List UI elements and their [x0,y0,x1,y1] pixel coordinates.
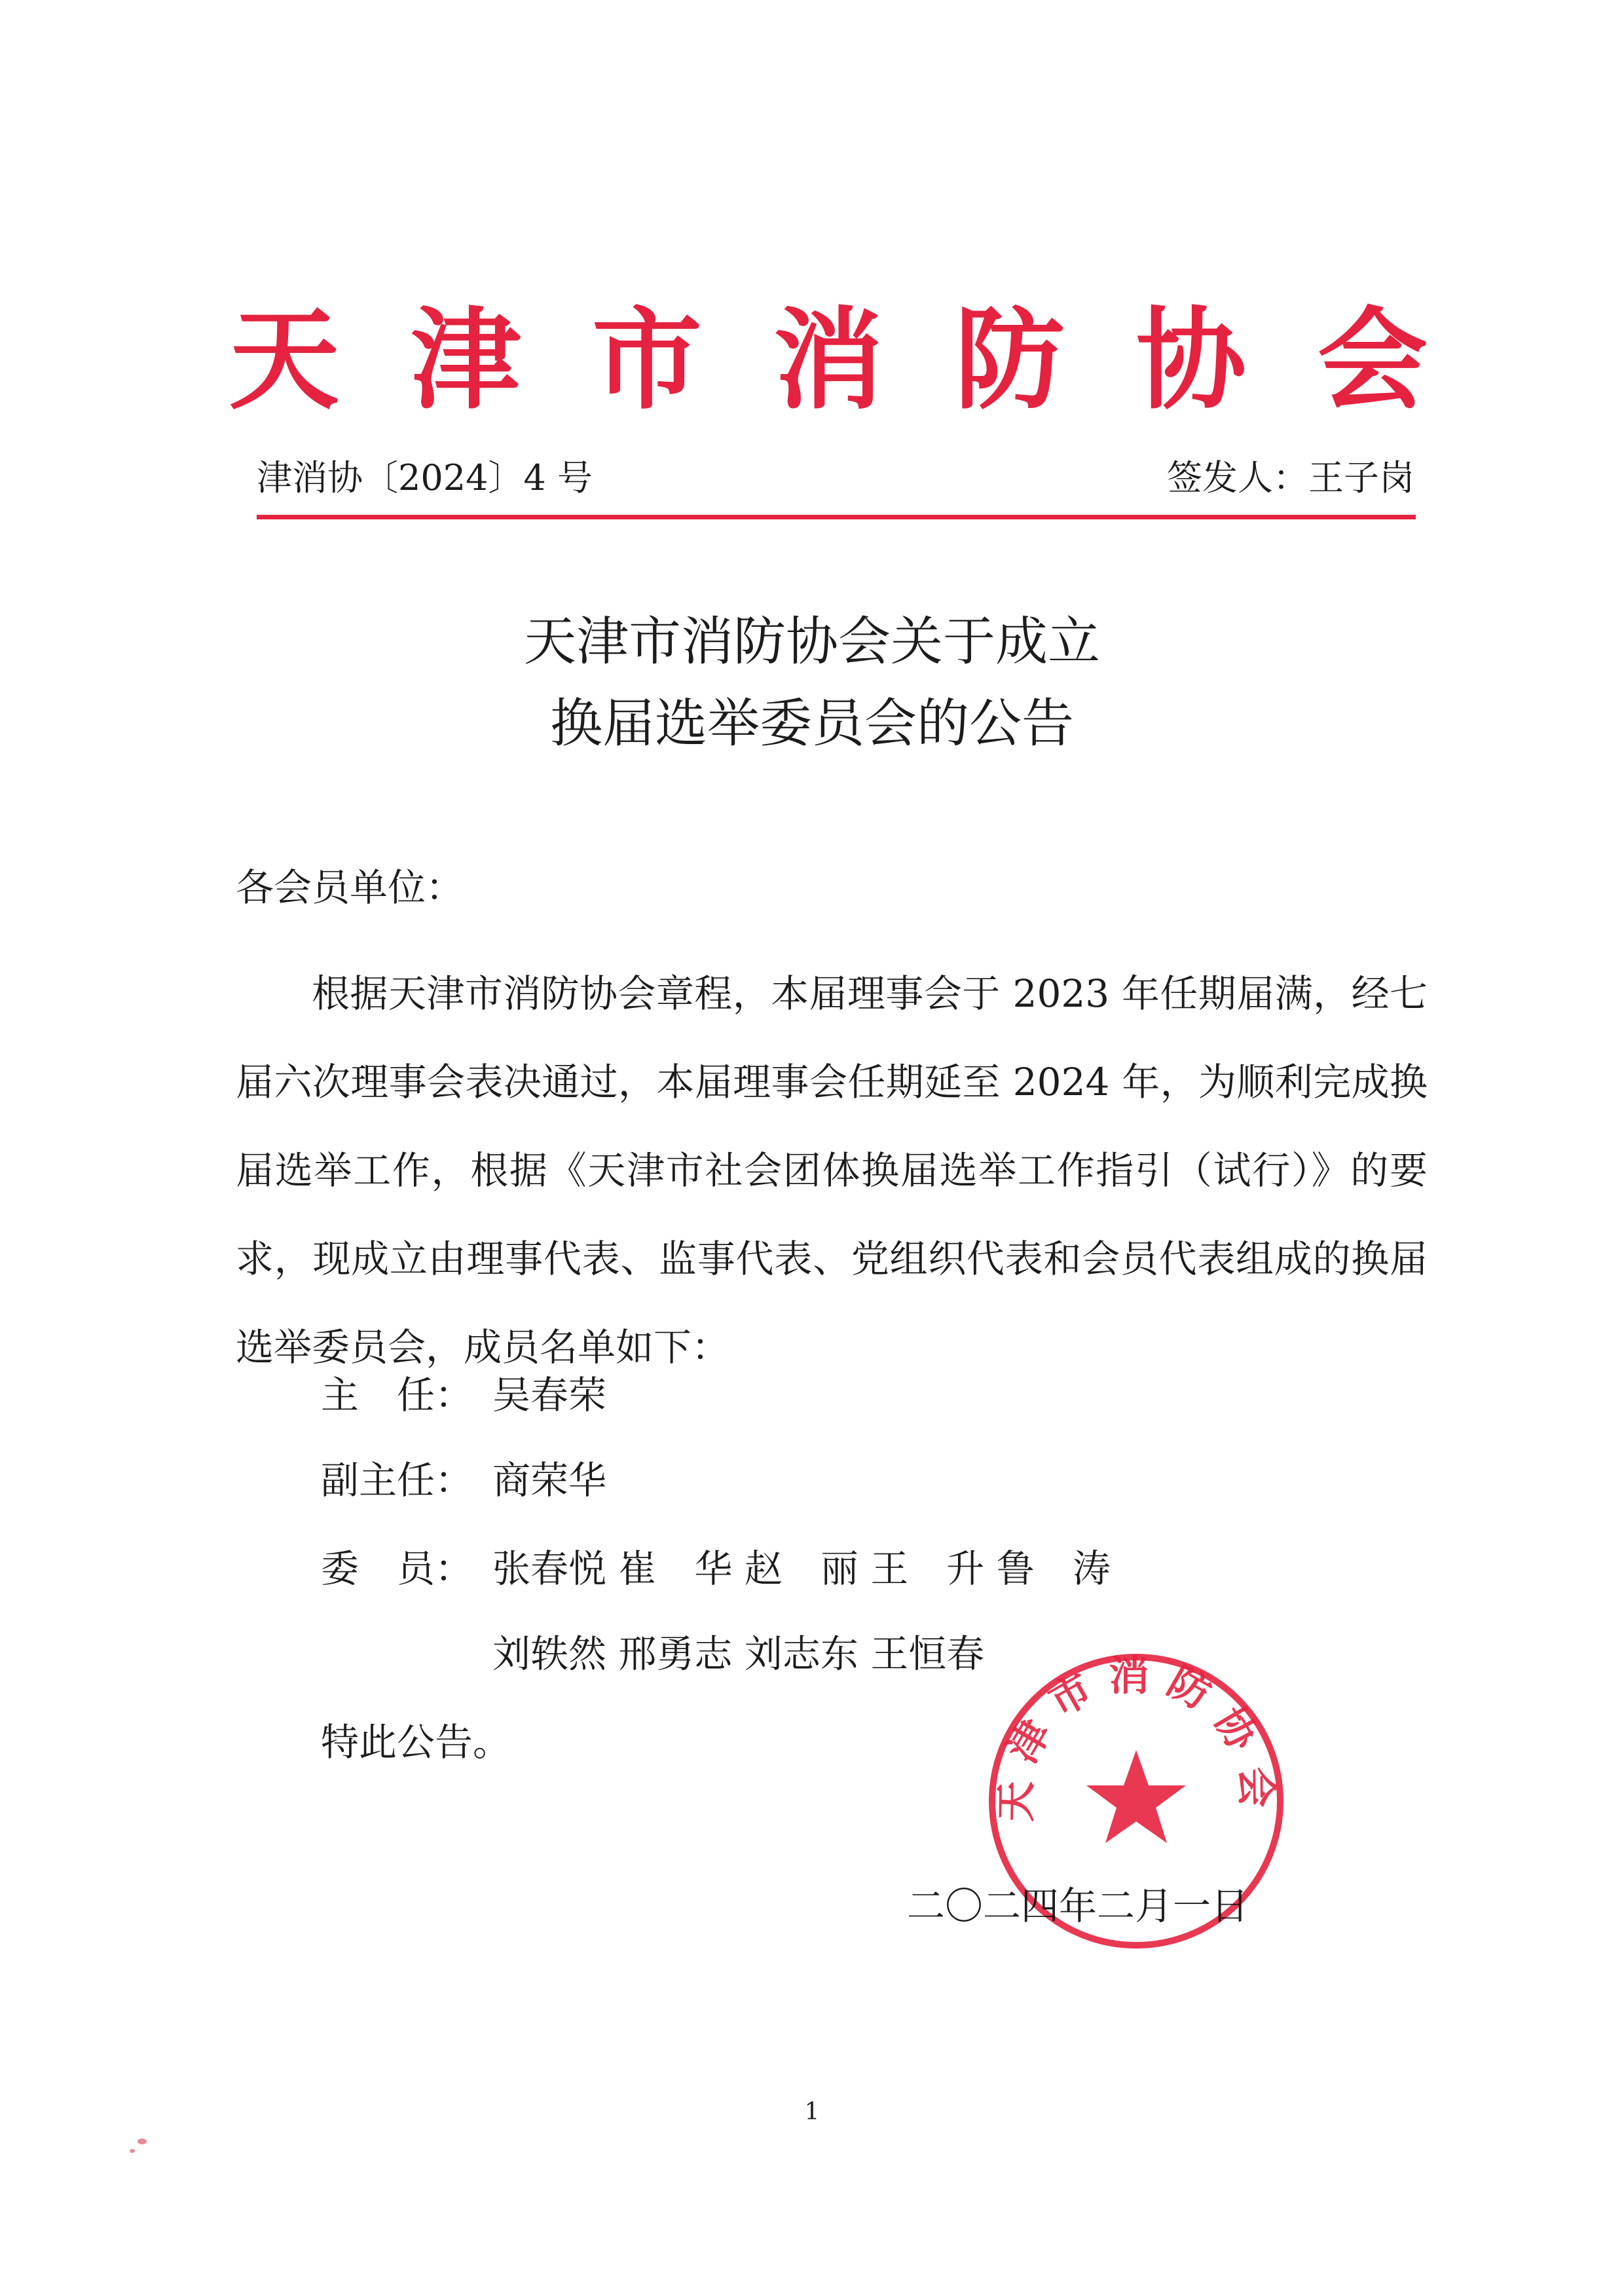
seal-text: 天津市消防协会 [991,1652,1281,1823]
scan-speck [130,2149,135,2153]
member-names: 刘轶然 邢勇志 刘志东 王恒春 [492,1632,985,1676]
org-header-title: 天 津 市 消 防 协 会 [229,296,1428,424]
closing-statement: 特此公告。 [321,1720,511,1764]
red-star-seal-icon [986,1651,1287,1952]
scan-speck [138,2138,147,2144]
notice-title-line-2: 换届选举委员会的公告 [550,693,1074,754]
member-role-label: 委 员： [321,1546,473,1591]
salutation: 各会员单位： [236,865,464,910]
member-names: 吴春荣 [492,1373,607,1417]
issue-date: 二〇二四年二月一日 [907,1884,1249,1928]
body-paragraph: 根据天津市消防协会章程，本届理事会于 2023 年任期届满，经七届六次理事会表决通过，本届理事会任期延至 2024 年，为顺利完成换届选举工作，根据《天津市社会团体换届选举工作指引（试行）》的要求，现成立由理事代表、监事代表、党组织代表和会员代表组成的换届选举委员会，成员名单如下： [236,971,1428,1370]
page-number: 1 [804,2099,820,2125]
member-names: 商荣华 [492,1458,607,1502]
notice-title-line-1: 天津市消防协会关于成立 [524,611,1100,672]
red-header-rule [257,515,1416,519]
document-number: 津消协〔2024〕4 号 [257,457,593,498]
member-names: 张春悦 崔 华 赵 丽 王 升 鲁 涛 [492,1546,1111,1591]
signer: 签发人：王子岗 [1167,457,1414,498]
member-role-label: 副主任： [321,1458,473,1502]
member-role-label: 主 任： [321,1373,473,1417]
